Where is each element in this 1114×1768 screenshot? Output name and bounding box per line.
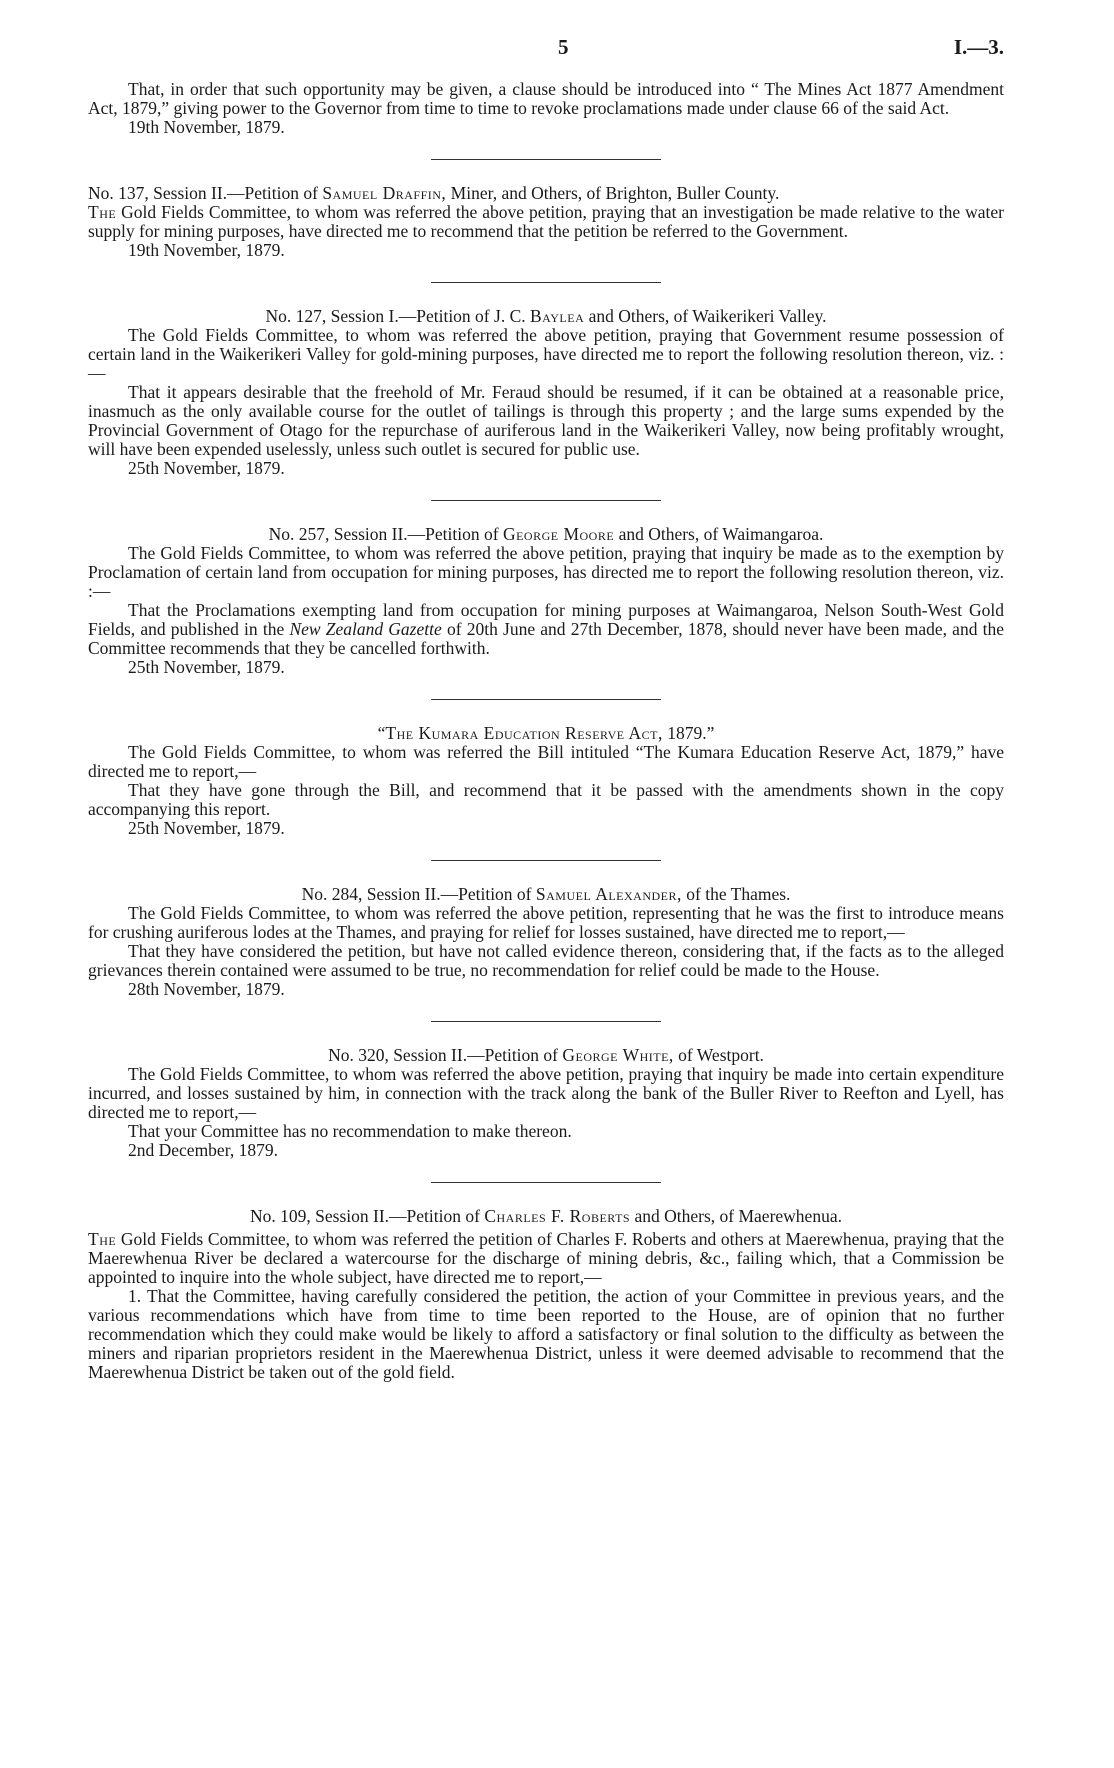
petitioner-name: Baylea	[530, 306, 585, 326]
paragraph	[88, 1230, 1004, 1287]
paragraph: That your Committee has no recommendation to make thereon.	[128, 1121, 572, 1141]
heading-suffix: of Westport.	[678, 1045, 764, 1065]
paragraph: The Gold Fields Committee, to whom was referred the above petition, representing that he was the first to introduce means for crushing auriferous lodes at the Thames, and praying for relief for losses sustained, have directed me to report,—	[88, 903, 1004, 942]
heading-prefix: No. 127, Session I.—Petition of J. C.	[265, 306, 526, 326]
heading-prefix: No. 257, Session II.—Petition of	[268, 524, 499, 544]
paragraph-text: of 20th June and 27th December, 1878, should never have been made, and the Committee recommends that they be cancelled forthwith.	[88, 619, 1005, 658]
paragraph: The Gold Fields Committee, to whom was referred the above petition, praying that inquiry be made as to the exemption by Proclamation of certain land from occupation for mining purposes, has directed me to report the following resolution thereon, viz. :—	[88, 543, 1004, 601]
heading-suffix: Miner, and Others, of Brighton, Buller County.	[450, 183, 780, 203]
heading-suffix: 1879.”	[667, 723, 715, 743]
section-petition-137	[88, 184, 1004, 260]
paragraph: That they have considered the petition, but have not called evidence thereon, considering that, if the facts as to the alleged grievances therein contained were assumed to be true, no recommendation for relief could be made to the House.	[88, 941, 1004, 980]
section-divider	[431, 699, 661, 700]
section-kumara-act	[88, 724, 1004, 838]
date-line: 19th November, 1879.	[128, 117, 285, 137]
petitioner-name: George Moore	[502, 524, 615, 544]
lead-word: The	[88, 202, 117, 222]
petitioner-name: Samuel Draffin,	[322, 183, 447, 203]
section-petition-257	[88, 525, 1004, 677]
paragraph: The Gold Fields Committee, to whom was referred the above petition, praying that inquiry be made into certain expenditure incurred, and losses sustained by him, in connection with the track along the bank of the Buller River to Reefton and Lyell, has directed me to report,—	[88, 1064, 1004, 1122]
section-heading	[88, 1046, 1004, 1065]
heading-prefix: No. 137, Session II.—Petition of	[88, 183, 318, 203]
section-divider	[431, 159, 661, 160]
section-petition-320	[88, 1046, 1004, 1160]
gazette-title: New Zealand Gazette	[289, 619, 442, 639]
section-heading	[88, 724, 1004, 743]
date-line: 2nd December, 1879.	[128, 1140, 278, 1160]
date-line: 28th November, 1879.	[128, 979, 285, 999]
section-continuation	[88, 80, 1004, 137]
paragraph: The Gold Fields Committee, to whom was referred the above petition, praying that Government resume possession of certain land in the Waikerikeri Valley for gold-mining purposes, have directed me to report the following resolution thereon, viz. :—	[88, 325, 1004, 383]
paragraph-text: That the Proclamations exempting land from occupation for mining purposes at Waimangaroa, Nelson South-West Gold Fields, and published in the	[88, 600, 1004, 639]
section-heading	[88, 1207, 1004, 1226]
heading-prefix: No. 109, Session II.—Petition of	[250, 1206, 480, 1226]
heading-prefix: No. 284, Session II.—Petition of	[301, 884, 532, 904]
heading-suffix: of the Thames.	[686, 884, 791, 904]
section-heading	[88, 525, 1004, 544]
section-petition-284	[88, 885, 1004, 999]
date-line: 25th November, 1879.	[128, 657, 285, 677]
section-divider	[431, 500, 661, 501]
date-line: 19th November, 1879.	[128, 240, 285, 260]
act-name: The Kumara Education Reserve Act,	[385, 723, 663, 743]
paragraph: That they have gone through the Bill, and recommend that it be passed with the amendments shown in the copy accompanying this report.	[88, 780, 1004, 819]
paragraph-text: Gold Fields Committee, to whom was referred the petition of Charles F. Roberts and others at Maerewhenua, praying that the Maerewhenua River be declared a watercourse for the discharge of mining debris, &c., failing which, that a Commission be appointed to inquire into the whole subject, have directed me to report,—	[88, 1229, 1005, 1287]
paragraph-text: Gold Fields Committee, to whom was referred the above petition, praying that an investigation be made relative to the water supply for mining purposes, have directed me to recommend that the petition be referred to the Government.	[88, 202, 1004, 241]
heading-suffix: and Others, of Maerewhenua.	[634, 1206, 842, 1226]
page-number: 5	[558, 35, 569, 59]
section-petition-109	[88, 1207, 1004, 1382]
paragraph: 1. That the Committee, having carefully considered the petition, the action of your Committee in previous years, and the various recommendations which have from time to time been reported to the House, are of opinion that no further recommendation which they could make would be likely to afford a satisfactory or final solution to the difficulty as between the miners and riparian proprietors resident in the Maerewhenua District, unless it were deemed advisable to recommend that the Maerewhenua District be taken out of the gold field.	[88, 1286, 1004, 1382]
open-quote: “	[377, 723, 386, 743]
petitioner-name: George White,	[562, 1045, 674, 1065]
paragraph: That, in order that such opportunity may be given, a clause should be introduced into “ The Mines Act 1877 Amendment Act, 1879,” giving power to the Governor from time to time to revoke proclamations made under clause 66 of the said Act.	[88, 79, 1004, 118]
section-divider	[431, 1182, 661, 1183]
paper-reference: I.—3.	[953, 35, 1004, 59]
section-petition-127	[88, 307, 1004, 478]
date-line: 25th November, 1879.	[128, 458, 285, 478]
section-heading	[88, 184, 1004, 203]
lead-word: The	[88, 1229, 117, 1249]
paragraph	[88, 601, 1004, 658]
section-divider	[431, 860, 661, 861]
heading-suffix: and Others, of Waimangaroa.	[618, 524, 824, 544]
section-heading	[88, 307, 1004, 326]
heading-prefix: No. 320, Session II.—Petition of	[328, 1045, 558, 1065]
petitioner-name: Charles F. Roberts	[484, 1206, 631, 1226]
date-line: 25th November, 1879.	[128, 818, 285, 838]
heading-suffix: and Others, of Waikerikeri Valley.	[588, 306, 827, 326]
page-header	[88, 35, 1004, 80]
paragraph: That it appears desirable that the freehold of Mr. Feraud should be resumed, if it can be obtained at a reasonable price, inasmuch as the only available course for the outlet of tailings is through this property ; and the large sums expended by the Provincial Government of Otago for the repurchase of auriferous land in the Waikerikeri Valley, now being profitably wrought, will have been expended uselessly, unless such outlet is secured for public use.	[88, 382, 1004, 459]
paragraph	[88, 203, 1004, 241]
paragraph: The Gold Fields Committee, to whom was referred the Bill intituled “The Kumara Education Reserve Act, 1879,” have directed me to report,—	[88, 742, 1004, 781]
section-heading	[88, 885, 1004, 904]
petitioner-name: Samuel Alexander,	[535, 884, 682, 904]
section-divider	[431, 1021, 661, 1022]
section-divider	[431, 282, 661, 283]
